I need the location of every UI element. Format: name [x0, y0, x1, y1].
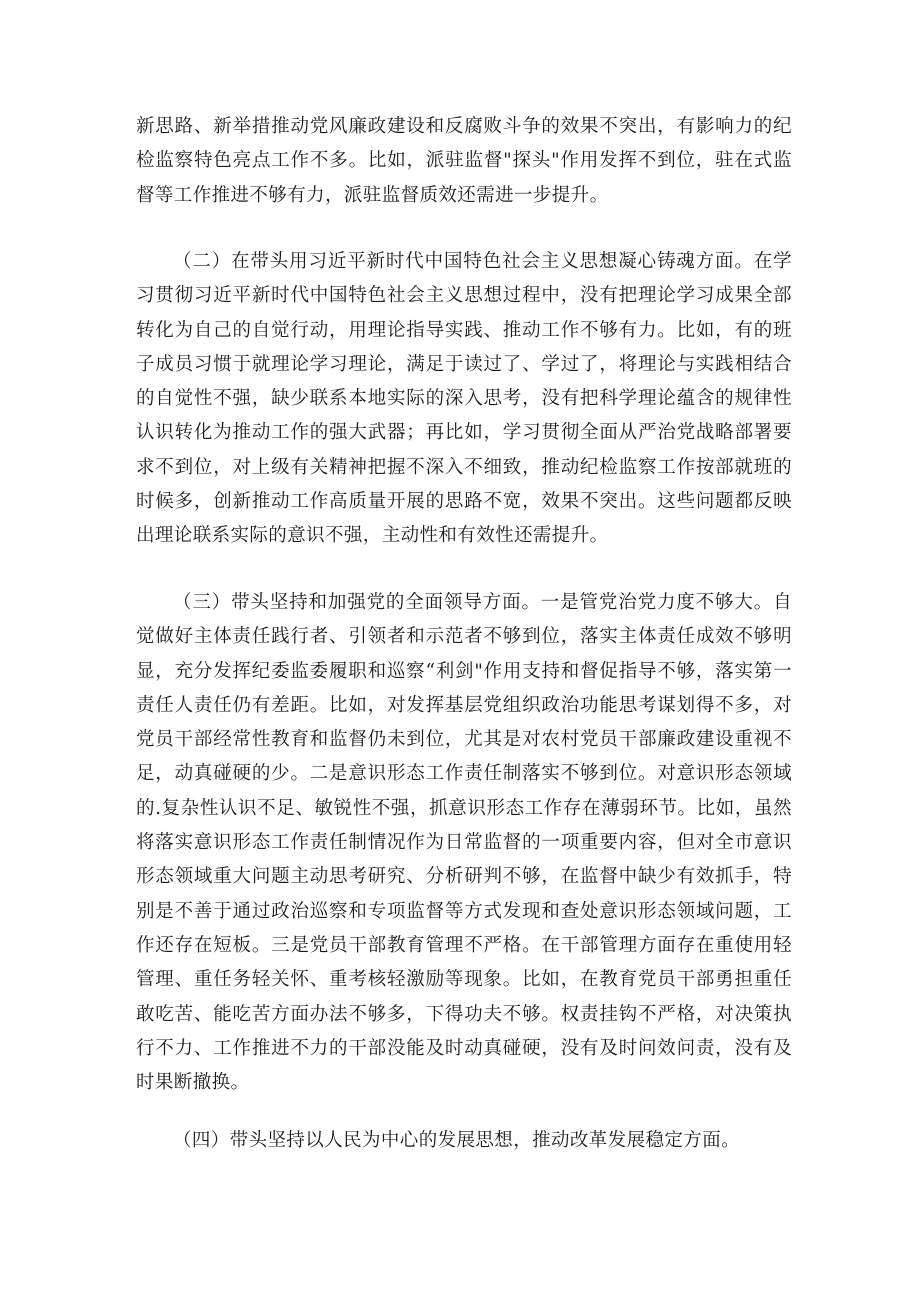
paragraph-section-4: （四）带头坚持以人民为中心的发展思想，推动改革发展稳定方面。 — [173, 1130, 741, 1151]
paragraph-section-3: （三）带头坚持和加强党的全面领导方面。一是管党治党力度不够大。自觉做好主体责任践行者、引领者和示范者不够到位，落实主体责任成效不够明显，充分发挥纪委监委履职和巡察“利剑"作用支持和督促指导不够，落实第一责任人责任仍有差距。比如，对发挥基层党组织政治功能思考谋划得不多，对党员干部经常性教育和监督仍未到位，尤其是对农村党员干部廉政建设重视不足，动真碰硬的少。二是意识形态工作责任制落实不够到位。对意识形态领域的.复杂性认识不足、敏锐性不强，抓意识形态工作存在薄弱环节。比如，虽然将落实意识形态工作责任制情况作为日常监督的一项重要内容，但对全市意识形态领域重大问题主动思考研究、分析研判不够，在监督中缺少有效抓手，特别是不善于通过政治巡察和专项监督等方式发现和查处意识形态领域问题，工作还存在短板。三是党员干部教育管理不严格。在干部管理方面存在重使用轻管理、重任务轻关怀、重考核轻激励等现象。比如，在教育党员干部勇担重任敢吃苦、能吃苦方面办法不够多，下得功夫不够。权责挂钩不严格，对决策执行不力、工作推进不力的干部没能及时动真碰硬，没有及时问效问责，没有及时果断撤换。 — [136, 592, 792, 1094]
paragraph-continuation: 新思路、新举措推动党风廉政建设和反腐败斗争的效果不突出，有影响力的纪检监察特色亮点工作不多。比如，派驻监督"探头"作用发挥不到位，驻在式监督等工作推进不够有力，派驻监督质效还需进一步提升。 — [136, 116, 792, 206]
paragraph-section-2: （二）在带头用习近平新时代中国特色社会主义思想凝心铸魂方面。在学习贯彻习近平新时代中国特色社会主义思想过程中，没有把理论学习成果全部转化为自己的自觉行动，用理论指导实践、推动工作不够有力。比如，有的班子成员习惯于就理论学习理论，满足于读过了、学过了，将理论与实践相结合的自觉性不强，缺少联系本地实际的深入思考，没有把科学理论蕴含的规律性认识转化为推动工作的强大武器；再比如，学习贯彻全面从严治党战略部署要求不到位，对上级有关精神把握不深入不细致，推动纪检监察工作按部就班的时候多，创新推动工作高质量开展的思路不宽，效果不突出。这些问题都反映出理论联系实际的意识不强，主动性和有效性还需提升。 — [136, 251, 792, 547]
